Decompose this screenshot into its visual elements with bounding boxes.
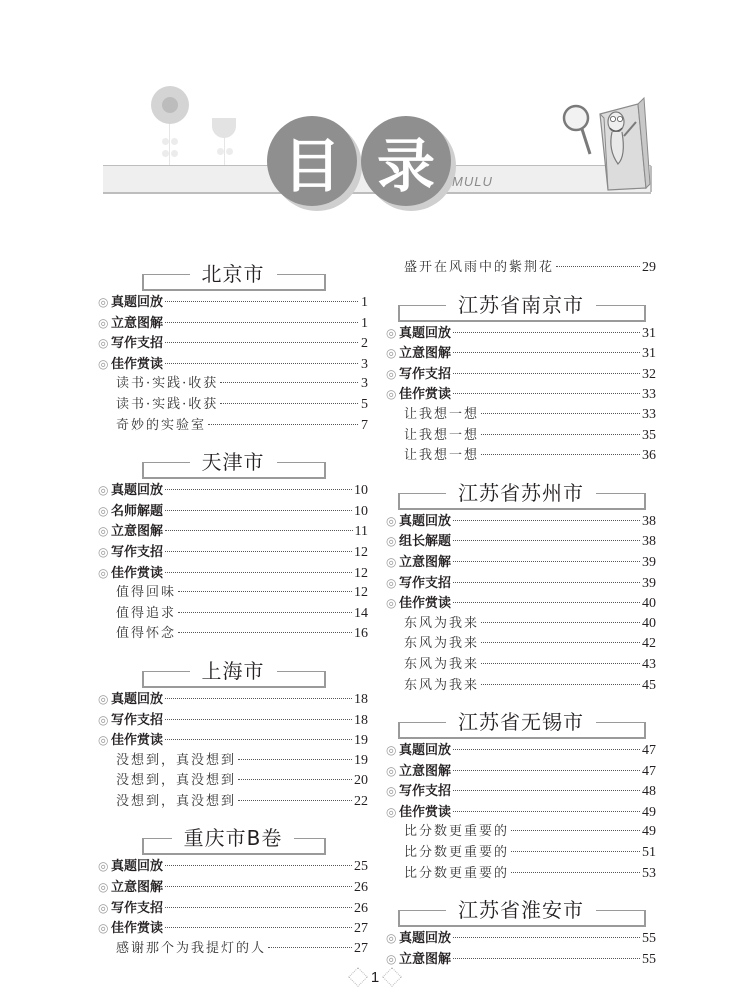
entry-label: 比分数更重要的 [404, 865, 510, 881]
toc-category-entry[interactable] [386, 531, 656, 552]
toc-category-entry[interactable] [386, 552, 656, 573]
entry-label: 没想到，真没想到 [116, 752, 237, 768]
toc-article-entry[interactable] [98, 624, 368, 645]
double-circle-bullet-icon: ◎ [386, 346, 397, 361]
entry-label: 写作支招 [111, 336, 164, 352]
entry-label: 真题回放 [111, 483, 164, 499]
entry-label: 立意图解 [399, 554, 452, 570]
entry-page-number: 33 [642, 406, 656, 422]
entry-label: 佳作赏读 [111, 921, 164, 937]
dot-leader [165, 489, 352, 490]
dot-leader [453, 520, 640, 521]
entry-page-number: 11 [354, 524, 368, 540]
toc-article-entry[interactable] [98, 604, 368, 625]
toc-category-entry[interactable] [386, 364, 656, 385]
leaf-decoration [226, 148, 233, 155]
entry-page-number: 12 [354, 585, 368, 601]
double-circle-bullet-icon: ◎ [386, 534, 397, 549]
region-heading [98, 826, 368, 850]
entry-page-number: 16 [354, 626, 368, 642]
title-circle-2 [361, 116, 451, 206]
entry-page-number: 2 [361, 336, 368, 352]
entry-label: 立意图解 [399, 763, 452, 779]
entry-page-number: 12 [354, 544, 368, 560]
entry-page-number: 10 [354, 483, 368, 499]
toc-article-entry[interactable] [98, 395, 368, 416]
title-char-2: 录 [376, 132, 435, 200]
entry-label: 立意图解 [111, 315, 164, 331]
entry-page-number: 12 [354, 565, 368, 581]
double-circle-bullet-icon: ◎ [386, 596, 397, 611]
dot-leader [453, 540, 640, 541]
bookworm-magnifier-mascot-icon [560, 92, 652, 192]
entry-label: 佳作赏读 [111, 565, 164, 581]
entry-label: 比分数更重要的 [404, 845, 510, 861]
double-circle-bullet-icon: ◎ [98, 503, 109, 518]
region-heading [386, 710, 656, 734]
region-heading-label: 上海市 [190, 659, 277, 683]
entry-label: 佳作赏读 [399, 596, 452, 612]
region-heading-label: 北京市 [190, 262, 277, 286]
entry-page-number: 47 [642, 743, 656, 759]
double-circle-bullet-icon: ◎ [98, 336, 109, 351]
double-circle-bullet-icon: ◎ [386, 513, 397, 528]
dot-leader [511, 851, 640, 852]
entry-page-number: 27 [354, 940, 368, 956]
entry-label: 佳作赏读 [399, 804, 452, 820]
entry-label: 真题回放 [111, 691, 164, 707]
region-heading [386, 898, 656, 922]
entry-page-number: 18 [354, 712, 368, 728]
entry-page-number: 42 [642, 636, 656, 652]
double-circle-bullet-icon: ◎ [386, 554, 397, 569]
entry-label: 真题回放 [399, 743, 452, 759]
entry-page-number: 55 [642, 931, 656, 947]
toc-category-entry[interactable] [386, 761, 656, 782]
flower-stem [224, 138, 225, 166]
dot-leader [481, 434, 640, 435]
dot-leader [453, 582, 640, 583]
dot-leader [453, 332, 640, 333]
entry-label: 立意图解 [399, 346, 452, 362]
dot-leader [165, 907, 352, 908]
page-footer [340, 966, 410, 988]
entry-label: 东风为我来 [404, 656, 480, 672]
dot-leader [453, 749, 640, 750]
entry-page-number: 31 [642, 346, 656, 362]
entry-page-number: 55 [642, 951, 656, 967]
toc-article-entry[interactable] [98, 416, 368, 437]
toc-category-entry[interactable] [98, 563, 368, 584]
entry-page-number: 49 [642, 804, 656, 820]
toc-category-entry[interactable] [98, 354, 368, 375]
entry-page-number: 18 [354, 691, 368, 707]
entry-label: 佳作赏读 [399, 387, 452, 403]
dot-leader [238, 779, 352, 780]
dot-leader [453, 811, 640, 812]
entry-page-number: 25 [354, 859, 368, 875]
double-circle-bullet-icon: ◎ [386, 366, 397, 381]
entry-label: 没想到，真没想到 [116, 773, 237, 789]
entry-label: 组长解题 [399, 534, 452, 550]
entry-page-number: 49 [642, 824, 656, 840]
dot-leader [481, 413, 640, 414]
diamond-ornament-left-icon [348, 967, 368, 987]
leaf-decoration [171, 138, 178, 145]
entry-page-number: 39 [642, 575, 656, 591]
entry-page-number: 51 [642, 845, 656, 861]
dot-leader [453, 373, 640, 374]
entry-label: 真题回放 [111, 859, 164, 875]
region-heading-label: 重庆市B卷 [172, 826, 295, 850]
toc-category-entry[interactable] [98, 710, 368, 731]
double-circle-bullet-icon: ◎ [98, 859, 109, 874]
toc-article-entry[interactable] [386, 258, 656, 279]
entry-label: 写作支招 [399, 575, 452, 591]
toc-left-column [98, 262, 368, 959]
entry-label: 写作支招 [399, 366, 452, 382]
entry-page-number: 1 [361, 315, 368, 331]
entry-page-number: 27 [354, 921, 368, 937]
dot-leader [178, 591, 352, 592]
entry-page-number: 26 [354, 880, 368, 896]
toc-category-entry[interactable] [98, 521, 368, 542]
toc-article-entry[interactable] [98, 939, 368, 960]
dot-leader [481, 663, 640, 664]
dot-leader [220, 382, 358, 383]
double-circle-bullet-icon: ◎ [98, 880, 109, 895]
toc-category-entry[interactable] [98, 480, 368, 501]
leaf-decoration [171, 150, 178, 157]
region-heading-label: 江苏省无锡市 [446, 710, 596, 734]
leaf-decoration [217, 148, 224, 155]
toc-category-entry[interactable] [98, 918, 368, 939]
entry-label: 名师解题 [111, 503, 164, 519]
toc-article-entry[interactable] [98, 771, 368, 792]
dot-leader [453, 958, 640, 959]
entry-label: 立意图解 [111, 880, 164, 896]
toc-category-entry[interactable] [386, 343, 656, 364]
page-number: 1 [370, 968, 380, 986]
entry-label: 没想到，真没想到 [116, 793, 237, 809]
region-heading [98, 262, 368, 286]
leaf-decoration [162, 150, 169, 157]
dot-leader [453, 393, 640, 394]
dot-leader [268, 947, 352, 948]
toc-category-entry[interactable] [98, 333, 368, 354]
toc-article-entry[interactable] [98, 374, 368, 395]
entry-label: 真题回放 [399, 513, 452, 529]
entry-label: 佳作赏读 [111, 356, 164, 372]
dot-leader [238, 800, 352, 801]
double-circle-bullet-icon: ◎ [386, 387, 397, 402]
title-char-1: 目 [282, 132, 341, 200]
entry-label: 佳作赏读 [111, 733, 164, 749]
entry-label: 值得怀念 [116, 626, 177, 642]
dot-leader [165, 719, 352, 720]
entry-page-number: 29 [642, 260, 656, 275]
double-circle-bullet-icon: ◎ [98, 733, 109, 748]
entry-page-number: 47 [642, 763, 656, 779]
double-circle-bullet-icon: ◎ [386, 575, 397, 590]
double-circle-bullet-icon: ◎ [386, 951, 397, 966]
diamond-ornament-right-icon [382, 967, 402, 987]
entry-page-number: 14 [354, 605, 368, 621]
toc-article-entry[interactable] [386, 864, 656, 885]
dot-leader [165, 886, 352, 887]
entry-page-number: 39 [642, 554, 656, 570]
entry-label: 写作支招 [111, 900, 164, 916]
toc-article-entry[interactable] [386, 655, 656, 676]
entry-label: 真题回放 [399, 931, 452, 947]
entry-label: 立意图解 [399, 951, 452, 967]
dot-leader [238, 759, 352, 760]
toc-category-entry[interactable] [98, 898, 368, 919]
toc-article-entry[interactable] [98, 792, 368, 813]
double-circle-bullet-icon: ◎ [98, 691, 109, 706]
entry-page-number: 26 [354, 900, 368, 916]
dot-leader [556, 266, 640, 267]
region-heading-label: 江苏省南京市 [446, 293, 596, 317]
region-heading-label: 江苏省苏州市 [446, 481, 596, 505]
double-circle-bullet-icon: ◎ [386, 763, 397, 778]
entry-page-number: 32 [642, 366, 656, 382]
dot-leader [165, 698, 352, 699]
entry-label: 值得回味 [116, 585, 177, 601]
double-circle-bullet-icon: ◎ [386, 325, 397, 340]
double-circle-bullet-icon: ◎ [386, 743, 397, 758]
toc-article-entry[interactable] [386, 843, 656, 864]
dot-leader [481, 622, 640, 623]
entry-label: 读书·实践·收获 [116, 396, 219, 412]
dot-leader [511, 872, 640, 873]
dot-leader [208, 424, 358, 425]
dot-leader [165, 865, 352, 866]
toc-article-entry[interactable] [386, 405, 656, 426]
entry-page-number: 35 [642, 427, 656, 443]
entry-page-number: 36 [642, 448, 656, 464]
entry-page-number: 33 [642, 387, 656, 403]
dot-leader [220, 403, 358, 404]
toc-article-entry[interactable] [98, 583, 368, 604]
toc-category-entry[interactable] [386, 593, 656, 614]
entry-label: 值得追求 [116, 605, 177, 621]
toc-category-entry[interactable] [98, 730, 368, 751]
entry-page-number: 53 [642, 865, 656, 881]
small-flower-decoration-icon [212, 118, 236, 138]
region-heading [386, 481, 656, 505]
dot-leader [165, 301, 358, 302]
flower-decoration-icon [151, 86, 189, 124]
flower-stem [169, 124, 170, 166]
double-circle-bullet-icon: ◎ [98, 900, 109, 915]
toc-category-entry[interactable] [98, 689, 368, 710]
dot-leader [453, 561, 640, 562]
entry-page-number: 48 [642, 784, 656, 800]
dot-leader [481, 454, 640, 455]
entry-label: 让我想一想 [404, 406, 480, 422]
entry-label: 写作支招 [399, 784, 452, 800]
entry-page-number: 10 [354, 503, 368, 519]
entry-page-number: 45 [642, 677, 656, 693]
double-circle-bullet-icon: ◎ [98, 483, 109, 498]
entry-page-number: 40 [642, 596, 656, 612]
entry-label: 让我想一想 [404, 427, 480, 443]
double-circle-bullet-icon: ◎ [98, 315, 109, 330]
toc-article-entry[interactable] [386, 676, 656, 697]
double-circle-bullet-icon: ◎ [386, 784, 397, 799]
toc-article-entry[interactable] [386, 426, 656, 447]
region-heading [98, 450, 368, 474]
double-circle-bullet-icon: ◎ [386, 804, 397, 819]
double-circle-bullet-icon: ◎ [98, 295, 109, 309]
dot-leader [165, 322, 358, 323]
entry-label: 真题回放 [399, 325, 452, 341]
region-heading [98, 659, 368, 683]
toc-category-entry[interactable] [98, 292, 368, 313]
toc-article-entry[interactable] [386, 446, 656, 467]
entry-page-number: 38 [642, 513, 656, 529]
entry-label: 读书·实践·收获 [116, 376, 219, 392]
dot-leader [453, 770, 640, 771]
entry-label: 东风为我来 [404, 636, 480, 652]
toc-right-column [386, 258, 656, 969]
toc-category-entry[interactable] [386, 573, 656, 594]
region-heading-label: 天津市 [190, 450, 277, 474]
toc-article-entry[interactable] [386, 822, 656, 843]
double-circle-bullet-icon: ◎ [98, 565, 109, 580]
entry-label: 真题回放 [111, 295, 164, 310]
entry-label: 感谢那个为我提灯的人 [116, 940, 267, 956]
header-subtitle: MULU [452, 174, 493, 189]
dot-leader [165, 739, 352, 740]
entry-label: 写作支招 [111, 544, 164, 560]
entry-page-number: 19 [354, 733, 368, 749]
entry-page-number: 43 [642, 656, 656, 672]
toc-category-entry[interactable] [386, 323, 656, 344]
dot-leader [178, 632, 352, 633]
dot-leader [165, 342, 358, 343]
dot-leader [178, 612, 352, 613]
entry-page-number: 38 [642, 534, 656, 550]
entry-label: 让我想一想 [404, 448, 480, 464]
entry-label: 写作支招 [111, 712, 164, 728]
dot-leader [481, 684, 640, 685]
entry-label: 东风为我来 [404, 677, 480, 693]
entry-page-number: 3 [361, 356, 368, 372]
toc-category-entry[interactable] [98, 877, 368, 898]
dot-leader [165, 530, 353, 531]
double-circle-bullet-icon: ◎ [386, 931, 397, 946]
dot-leader [511, 830, 640, 831]
entry-page-number: 1 [361, 295, 368, 310]
dot-leader [481, 642, 640, 643]
toc-article-entry[interactable] [386, 614, 656, 635]
entry-page-number: 40 [642, 615, 656, 631]
toc-category-entry[interactable] [98, 313, 368, 334]
double-circle-bullet-icon: ◎ [98, 921, 109, 936]
dot-leader [453, 790, 640, 791]
leaf-decoration [162, 138, 169, 145]
region-heading-label: 江苏省淮安市 [446, 898, 596, 922]
entry-label: 奇妙的实验室 [116, 417, 207, 433]
toc-category-entry[interactable] [98, 856, 368, 877]
double-circle-bullet-icon: ◎ [98, 712, 109, 727]
dot-leader [453, 602, 640, 603]
title-circle-1 [267, 116, 357, 206]
dot-leader [165, 510, 352, 511]
toc-category-entry[interactable] [386, 781, 656, 802]
entry-page-number: 31 [642, 325, 656, 341]
toc-category-entry[interactable] [386, 949, 656, 970]
toc-article-entry[interactable] [386, 634, 656, 655]
toc-article-entry[interactable] [98, 751, 368, 772]
entry-label: 东风为我来 [404, 615, 480, 631]
entry-page-number: 22 [354, 793, 368, 809]
entry-label: 比分数更重要的 [404, 824, 510, 840]
toc-category-entry[interactable] [386, 802, 656, 823]
entry-page-number: 20 [354, 773, 368, 789]
toc-category-entry[interactable] [386, 740, 656, 761]
double-circle-bullet-icon: ◎ [98, 356, 109, 371]
toc-category-entry[interactable] [386, 511, 656, 532]
dot-leader [453, 352, 640, 353]
toc-category-entry[interactable] [386, 928, 656, 949]
page-header [0, 0, 750, 230]
double-circle-bullet-icon: ◎ [98, 524, 109, 539]
toc-category-entry[interactable] [386, 384, 656, 405]
dot-leader [165, 927, 352, 928]
entry-page-number: 5 [361, 396, 368, 412]
dot-leader [165, 363, 358, 364]
dot-leader [165, 572, 352, 573]
region-heading [386, 293, 656, 317]
entry-label: 立意图解 [111, 524, 164, 540]
dot-leader [453, 937, 640, 938]
entry-page-number: 3 [361, 376, 368, 392]
double-circle-bullet-icon: ◎ [98, 544, 109, 559]
toc-category-entry[interactable] [98, 542, 368, 563]
entry-page-number: 19 [354, 752, 368, 768]
dot-leader [165, 551, 352, 552]
entry-page-number: 7 [361, 417, 368, 433]
toc-category-entry[interactable] [98, 501, 368, 522]
entry-label: 盛开在风雨中的紫荆花 [404, 260, 555, 275]
